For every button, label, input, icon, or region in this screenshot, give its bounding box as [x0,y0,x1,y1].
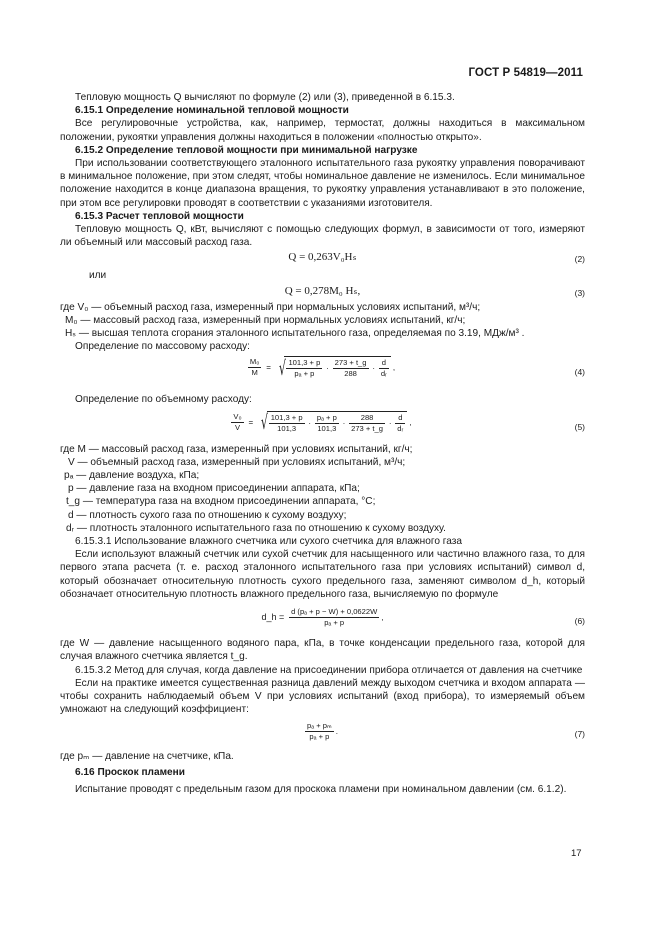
standard-header: ГОСТ Р 54819—2011 [468,67,583,79]
f5-frac-c [349,413,385,434]
legend-2-line-d: p — давление газа на входном присоединении аппарата, кПа; [68,483,360,495]
volume-flow-intro: Определение по объемному расходу: [75,394,252,406]
f5-dot-3: · [388,418,392,428]
intro-paragraph: Тепловую мощность Q вычисляют по формуле (2) или (3), приведенной в 6.15.3. [75,92,455,103]
f5-lhs-den: V [234,422,241,432]
section-6-15-3-1-title: 6.15.3.1 Использование влажного счетчика или сухого счетчика для влажного газа [75,536,462,548]
formula-5-number: (5) [574,421,585,432]
f5-lhs-fraction [231,412,243,433]
f4-frac-b-num: 273 + t_g [334,358,367,368]
f5-dot-1: · [308,418,312,428]
f5-frac-d [395,413,405,434]
section-6-15-3-text: Тепловую мощность Q, кВт, вычисляют с помощью следующих формул, в зависимости от того, измеряют ли объемный или массовый расход газа. [60,224,585,249]
f4-end: , [392,363,396,373]
legend-2-line-e: t_g — температура газа на входном присоединении аппарата, °С; [66,496,376,508]
f4-frac-c-num: d [379,358,389,369]
f5-frac-a [269,413,305,434]
page-number: 17 [571,848,582,859]
legend-3: где W — давление насыщенного водяного пара, кПа, в точке конденсации предельного газа, которой для случая влажного счетчика является t_g. [60,638,585,663]
f4-frac-c-den: dᵣ [380,369,387,379]
f4-dot-1: · [326,364,329,374]
formula-7-expression [60,721,585,742]
f6-denominator: pₐ + p [324,618,345,628]
f4-lhs-fraction [248,357,261,378]
f6-numerator: d (pₐ + p − W) + 0,0622W [291,607,378,617]
f4-frac-a-den: pₐ + p [294,369,315,379]
f7-fraction [305,721,334,742]
f4-frac-a [286,358,322,379]
formula-7-number: (7) [574,729,585,740]
document-body [60,91,585,796]
formula-5 [60,407,585,443]
f5-frac-d-num: d [395,413,405,424]
formula-3 [60,283,585,301]
legend-2-line-f: d — плотность сухого газа по отношению к сухому воздуху; [68,509,347,521]
legend-1-line-c: Hₛ — высшая теплота сгорания эталонного испытательного газа, определяемая по 3.19, МДж/м³ . [65,328,525,340]
f5-dot-2: · [342,418,346,428]
f7-end: . [335,727,338,737]
f4-lhs-num: M₀ [249,357,260,367]
legend-2-line-a: где M — массовый расход газа, измеренный при условиях испытаний, кг/ч; [60,443,413,455]
f5-frac-b [315,413,339,434]
formula-4-expression [60,356,585,379]
legend-1-line-a: где V₀ — объемный расход газа, измеренный при нормальных условиях испытаний, м³/ч; [60,301,481,313]
f7-denominator: pₐ + p [309,732,330,742]
legend-4: где pₘ — давление на счетчике, кПа. [60,751,234,763]
f5-end: , [409,417,412,427]
formula-4-number: (4) [574,367,585,378]
f5-radicand [267,411,408,434]
f5-equals: = [248,417,254,427]
section-6-15-1-title: 6.15.1 Определение номинальной тепловой мощности [75,105,349,117]
f4-radicand [284,356,390,379]
legend-1-line-b: M₀ — массовый расход газа, измеренный при нормальных условиях испытаний, кг/ч; [65,314,466,326]
f5-frac-a-num: 101,3 + p [270,412,303,422]
legend-2-line-c: pₐ — давление воздуха, кПа; [64,470,200,482]
formula-5-expression [60,411,585,434]
or-word: или [89,270,107,282]
f5-frac-a-den: 101,3 [277,423,297,433]
f4-equals: = [266,363,271,373]
legend-2-line-g: dᵣ — плотность эталонного испытательного газа по отношению к сухому воздуху. [66,522,446,534]
f4-dot-2: · [372,364,375,374]
f5-frac-b-den: 101,3 [317,423,337,433]
f4-frac-c [379,358,389,379]
section-6-15-3-title: 6.15.3 Расчет тепловой мощности [75,210,244,222]
f5-lhs-num: V₀ [233,411,242,421]
f6-lhs: d_h = [261,611,285,622]
formula-4 [60,353,585,389]
section-6-15-2-title: 6.15.2 Определение тепловой мощности при минимальной нагрузке [75,144,418,156]
section-6-15-1-text: Все регулировочные устройства, как, например, термостат, должны находиться в максимальном положении, рукоятки управления должны находиться в положении «полностью открыто». [60,118,585,143]
formula-7 [60,716,585,750]
f5-frac-d-den: dᵣ [397,423,404,433]
section-6-15-2-text: При использовании соответствующего эталонного испытательного газа рукоятку управления поворачивают в минимальное положение, при этом следят, чтобы номинальное давление не изменилось. Если минимальное положение находится в конце диапазона вращения, то рукоятку управления устанавливают в это положение, при этом все регулировки проводят в соответствии с указаниями изготовителя. [60,158,585,209]
section-6-15-3-1-text: Если используют влажный счетчик или сухой счетчик для насыщенного или частично влажного газа, то для первого этапа расчета (т. е. расход эталонного испытательного газа при условиях испытаний) символ d, который обозначает относительную плотность сухого предельного газа, заменяют символом d_h, который обозначает относительную плотность влажного предельного газа, вычисляемую по формуле [60,549,585,600]
formula-2-number: (2) [574,254,585,265]
formula-3-number: (3) [574,287,585,298]
f4-frac-b-den: 288 [344,369,357,379]
section-6-16-text: Испытание проводят с предельным газом для проскока пламени при номинальном давлении (см. 6.1.2). [75,783,567,795]
f4-frac-b [333,358,369,379]
f5-frac-b-num: pₐ + p [316,412,337,422]
formula-2 [60,249,585,269]
f4-lhs-den: M [251,368,258,378]
formula-6 [60,601,585,637]
f7-numerator: pₐ + pₘ [307,721,332,731]
f5-frac-c-den: 273 + t_g [351,423,383,433]
f5-frac-c-num: 288 [349,413,385,424]
f4-frac-a-num: 101,3 + p [288,358,321,368]
f4-radical-icon: √ [278,355,286,380]
formula-3-expression: Q = 0,278M₀ Hₛ, [284,284,361,297]
formula-2-expression: Q = 0,263V₀Hₛ [288,251,357,264]
f5-radical-icon: √ [260,410,268,435]
section-6-15-3-2-text: Если на практике имеется существенная разница давлений между выходом счетчика и входом аппарата — чтобы сохранить наблюдаемый объем V при условиях испытаний (вход прибора), то измеряемый объем умножают на следующий коэффициент: [60,677,585,716]
mass-flow-intro: Определение по массовому расходу: [75,341,250,353]
formula-6-number: (6) [574,616,585,627]
f6-end: , [381,612,384,622]
legend-2-line-b: V — объемный расход газа, измеренный при условиях испытаний, м³/ч; [68,456,406,468]
f6-fraction [289,607,379,628]
section-6-16-title: 6.16 Проскок пламени [75,766,185,778]
formula-6-expression [60,607,585,628]
section-6-15-3-2-title: 6.15.3.2 Метод для случая, когда давление на присоединении прибора отличается от давления на счетчике [75,664,583,676]
